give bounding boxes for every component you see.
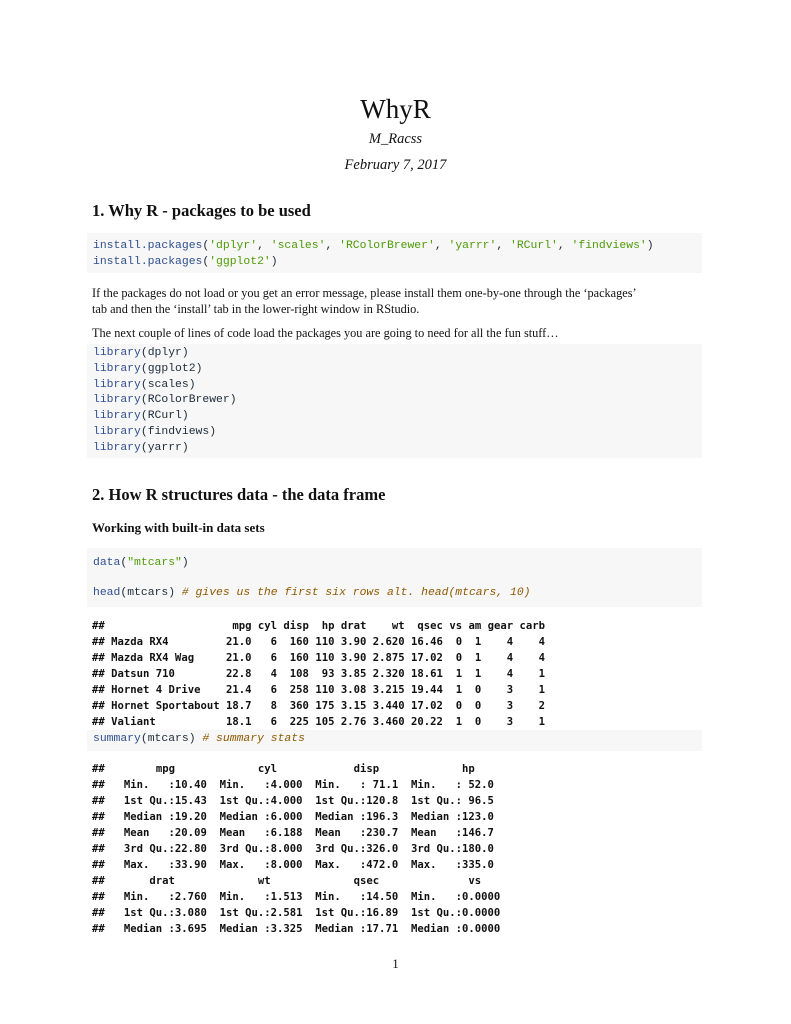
row-name: Datsun 710 — [111, 668, 220, 680]
string-arg: 'scales' — [270, 240, 326, 252]
function-name: library — [93, 441, 141, 454]
summary-header-row — [92, 873, 519, 889]
column-header: wt — [391, 620, 405, 632]
table-cell: 1 — [538, 716, 546, 728]
summary-row — [92, 889, 519, 905]
table-cell: 18.1 — [225, 716, 252, 728]
head-output — [92, 618, 545, 730]
output-prefix: ## — [92, 620, 105, 632]
summary-cell: Min. : 71.1 — [315, 779, 399, 791]
table-cell: 18.7 — [225, 700, 252, 712]
table-cell: 21.0 — [225, 652, 252, 664]
package-name: RCurl — [147, 410, 182, 423]
summary-cell: 3rd Qu.:22.80 — [123, 843, 207, 855]
paragraph-line: If the packages do not load or you get an error message, please install them one-by-one through the ‘packages’ — [92, 286, 637, 300]
output-prefix: ## — [92, 907, 105, 919]
table-cell: 110 — [315, 636, 335, 648]
summary-column-header: cyl — [257, 763, 278, 775]
summary-cell: Max. :33.90 — [123, 859, 207, 871]
row-name: Mazda RX4 Wag — [111, 652, 220, 664]
code-line: library(findviews) — [93, 425, 217, 438]
summary-output — [92, 761, 519, 937]
output-prefix: ## — [92, 716, 105, 728]
row-name: Mazda RX4 — [111, 636, 220, 648]
code-line: library(RColorBrewer) — [93, 394, 237, 407]
output-prefix: ## — [92, 859, 105, 871]
table-cell: 0 — [474, 684, 482, 696]
table-cell: 105 — [315, 716, 335, 728]
column-header: am — [468, 620, 482, 632]
table-cell: 3 — [506, 684, 514, 696]
function-name: install.packages — [93, 240, 203, 252]
summary-cell: Median :6.000 — [219, 811, 303, 823]
code-line: library(RCurl) — [93, 410, 189, 423]
summary-row — [92, 905, 519, 921]
function-name: library — [93, 362, 141, 375]
summary-row — [92, 857, 519, 873]
row-name: Hornet Sportabout — [111, 700, 220, 712]
table-cell: 17.02 — [411, 700, 443, 712]
package-name: scales — [147, 378, 189, 391]
summary-cell: Mean :146.7 — [410, 827, 494, 839]
table-cell: 0 — [455, 652, 463, 664]
table-cell: 20.22 — [411, 716, 443, 728]
column-header: drat — [340, 620, 367, 632]
string-arg: 'RColorBrewer' — [339, 240, 435, 252]
table-cell: 0 — [455, 700, 463, 712]
paragraph-line: tab and then the ‘install’ tab in the lower-right window in RStudio. — [92, 302, 420, 316]
summary-cell: 3rd Qu.:326.0 — [315, 843, 399, 855]
summary-row — [92, 841, 519, 857]
function-name: library — [93, 394, 141, 407]
table-cell: 110 — [315, 652, 335, 664]
output-prefix: ## — [92, 811, 105, 823]
table-cell: 1 — [474, 636, 482, 648]
table-cell: 2 — [538, 700, 546, 712]
table-cell: 3.460 — [372, 716, 405, 728]
summary-row — [92, 793, 519, 809]
string-arg: 'ggplot2' — [209, 255, 271, 268]
table-cell: 3.15 — [340, 700, 367, 712]
summary-cell: 1st Qu.:16.89 — [315, 907, 399, 919]
table-cell: 110 — [315, 684, 335, 696]
summary-cell: Median :196.3 — [315, 811, 399, 823]
code-line: library(scales) — [93, 378, 196, 391]
summary-cell: Median :3.695 — [123, 923, 207, 935]
section-2-heading: 2. How R structures data - the data frame — [92, 485, 386, 504]
table-cell: 0 — [474, 716, 482, 728]
summary-column-header: hp — [462, 763, 475, 775]
table-cell: 175 — [315, 700, 335, 712]
table-cell: 1 — [474, 652, 482, 664]
column-header: mpg — [232, 620, 252, 632]
function-name: install.packages — [93, 255, 203, 268]
table-row — [92, 650, 545, 666]
summary-code-block — [87, 730, 702, 751]
function-name: data — [93, 557, 121, 569]
install-code-block — [87, 233, 702, 273]
output-prefix: ## — [92, 636, 105, 648]
summary-call-line: summary(mtcars) # summary stats — [93, 733, 305, 745]
table-cell: 0 — [474, 700, 482, 712]
install-instructions-paragraph — [92, 285, 704, 317]
function-name: summary — [93, 733, 141, 745]
document-title: WhyR — [360, 94, 431, 124]
data-head-code-block — [87, 548, 702, 607]
summary-row — [92, 921, 519, 937]
table-cell: 1 — [455, 668, 463, 680]
code-comment: # gives us the first six rows alt. head(mtcars, 10) — [181, 587, 531, 599]
table-cell: 17.02 — [411, 652, 443, 664]
separator: , — [434, 240, 449, 252]
output-prefix: ## — [92, 923, 105, 935]
function-name: library — [93, 378, 141, 391]
summary-cell: Min. :14.50 — [315, 891, 399, 903]
summary-row — [92, 777, 519, 793]
output-prefix: ## — [92, 875, 105, 887]
head-call-line: head(mtcars) # gives us the first six rows alt. head(mtcars, 10) — [93, 587, 531, 599]
arg: mtcars — [127, 587, 169, 599]
table-row — [92, 682, 545, 698]
library-code-block — [87, 344, 702, 458]
table-cell: 3.215 — [372, 684, 405, 696]
summary-column-header: vs — [468, 875, 482, 887]
output-prefix: ## — [92, 684, 105, 696]
summary-cell: Median :0.0000 — [410, 923, 501, 935]
table-cell: 18.61 — [411, 668, 443, 680]
data-call-line: data("mtcars") — [93, 557, 189, 569]
summary-cell: Max. :472.0 — [315, 859, 399, 871]
table-cell: 21.0 — [225, 636, 252, 648]
table-cell: 19.44 — [411, 684, 443, 696]
summary-cell: 1st Qu.: 96.5 — [410, 795, 494, 807]
code-line: install.packages('dplyr', 'scales', 'RColorBrewer', 'yarrr', 'RCurl', 'findviews') — [93, 240, 654, 252]
output-prefix: ## — [92, 779, 105, 791]
summary-cell: 1st Qu.:120.8 — [315, 795, 399, 807]
summary-cell: Max. :8.000 — [219, 859, 303, 871]
summary-column-header: disp — [353, 763, 380, 775]
summary-cell: 3rd Qu.:8.000 — [219, 843, 303, 855]
summary-cell: 1st Qu.:0.0000 — [410, 907, 501, 919]
string-arg: 'findviews' — [571, 240, 647, 252]
column-header: hp — [321, 620, 335, 632]
summary-cell: Max. :335.0 — [410, 859, 494, 871]
package-name: dplyr — [147, 347, 182, 359]
summary-cell: 1st Qu.:15.43 — [123, 795, 207, 807]
separator: , — [496, 240, 511, 252]
table-cell: 8 — [270, 700, 278, 712]
table-cell: 1 — [474, 668, 482, 680]
table-cell: 2.76 — [340, 716, 367, 728]
package-name: findviews — [147, 425, 210, 438]
table-header-row — [92, 618, 545, 634]
package-name: yarrr — [147, 441, 182, 454]
table-cell: 225 — [289, 716, 309, 728]
table-cell: 1 — [538, 668, 546, 680]
summary-cell: Min. :2.760 — [123, 891, 207, 903]
summary-cell: 3rd Qu.:180.0 — [410, 843, 494, 855]
summary-cell: Median :17.71 — [315, 923, 399, 935]
function-name: library — [93, 410, 141, 423]
table-cell: 4 — [506, 652, 514, 664]
summary-row — [92, 809, 519, 825]
summary-cell: 1st Qu.:4.000 — [219, 795, 303, 807]
summary-column-header: qsec — [353, 875, 380, 887]
string-arg: 'yarrr' — [448, 240, 497, 252]
table-cell: 6 — [270, 652, 278, 664]
table-cell: 21.4 — [225, 684, 252, 696]
table-cell: 1 — [538, 684, 546, 696]
row-name: Valiant — [111, 716, 220, 728]
table-cell: 3.90 — [340, 636, 367, 648]
summary-cell: Min. :1.513 — [219, 891, 303, 903]
output-prefix: ## — [92, 891, 105, 903]
table-cell: 0 — [455, 636, 463, 648]
column-header: qsec — [417, 620, 443, 632]
summary-cell: Median :19.20 — [123, 811, 207, 823]
table-cell: 4 — [538, 636, 546, 648]
install-code — [87, 233, 702, 271]
output-prefix: ## — [92, 700, 105, 712]
page-number: 1 — [392, 957, 399, 971]
summary-cell: Median :123.0 — [410, 811, 494, 823]
table-cell: 1 — [455, 716, 463, 728]
string-arg: 'dplyr' — [209, 240, 258, 252]
table-cell: 2.875 — [372, 652, 405, 664]
separator: , — [325, 240, 340, 252]
summary-cell: Mean :230.7 — [315, 827, 399, 839]
table-cell: 3.08 — [340, 684, 367, 696]
code-line: library(ggplot2) — [93, 362, 203, 375]
package-name: ggplot2 — [147, 362, 196, 375]
table-cell: 93 — [321, 668, 335, 680]
table-cell: 3.85 — [340, 668, 367, 680]
output-prefix: ## — [92, 827, 105, 839]
library-intro-paragraph: The next couple of lines of code load the packages you are going to need for all the fun stuff… — [92, 326, 559, 340]
summary-cell: Min. :4.000 — [219, 779, 303, 791]
summary-column-header: drat — [149, 875, 175, 887]
column-header: cyl — [257, 620, 278, 632]
table-cell: 3 — [506, 716, 514, 728]
table-row — [92, 714, 545, 730]
table-cell: 3.440 — [372, 700, 405, 712]
summary-cell: Mean :20.09 — [123, 827, 207, 839]
table-cell: 2.620 — [372, 636, 405, 648]
summary-cell: Min. :0.0000 — [410, 891, 501, 903]
output-prefix: ## — [92, 795, 105, 807]
document-author: M_Racss — [368, 131, 423, 147]
table-cell: 108 — [289, 668, 309, 680]
function-name: head — [93, 587, 121, 599]
table-cell: 360 — [289, 700, 309, 712]
separator: , — [557, 240, 572, 252]
summary-cell: 1st Qu.:2.581 — [219, 907, 303, 919]
table-cell: 2.320 — [372, 668, 405, 680]
table-cell: 4 — [506, 668, 514, 680]
summary-cell: Median :3.325 — [219, 923, 303, 935]
library-code — [87, 344, 702, 457]
column-header: carb — [519, 620, 546, 632]
string-arg: "mtcars" — [127, 557, 182, 569]
column-header: vs — [449, 620, 463, 632]
table-row — [92, 634, 545, 650]
summary-cell: Min. : 52.0 — [410, 779, 494, 791]
summary-row — [92, 825, 519, 841]
output-prefix: ## — [92, 668, 105, 680]
column-header: gear — [487, 620, 514, 632]
arg: mtcars — [147, 733, 189, 745]
table-cell: 6 — [270, 716, 278, 728]
code-line: install.packages('ggplot2') — [93, 255, 278, 268]
summary-header-row — [92, 761, 519, 777]
section-1-heading: 1. Why R - packages to be used — [92, 201, 311, 220]
table-row — [92, 666, 545, 682]
table-cell: 6 — [270, 684, 278, 696]
output-prefix: ## — [92, 652, 105, 664]
summary-cell: Mean :6.188 — [219, 827, 303, 839]
table-row — [92, 698, 545, 714]
output-prefix: ## — [92, 763, 105, 775]
row-name: Hornet 4 Drive — [111, 684, 220, 696]
table-cell: 1 — [455, 684, 463, 696]
table-cell: 258 — [289, 684, 309, 696]
table-cell: 4 — [270, 668, 278, 680]
document-date: February 7, 2017 — [344, 157, 447, 173]
separator: , — [257, 240, 271, 252]
table-cell: 3.90 — [340, 652, 367, 664]
table-cell: 160 — [289, 652, 309, 664]
table-cell: 160 — [289, 636, 309, 648]
code-line: library(dplyr) — [93, 347, 189, 359]
table-cell: 3 — [506, 700, 514, 712]
column-header: disp — [283, 620, 309, 632]
function-name: library — [93, 347, 141, 359]
table-cell: 4 — [538, 652, 546, 664]
code-line: library(yarrr) — [93, 441, 189, 454]
summary-column-header: mpg — [155, 763, 175, 775]
subsection-heading: Working with built-in data sets — [92, 520, 265, 535]
package-name: RColorBrewer — [147, 394, 230, 407]
string-arg: 'RCurl' — [510, 240, 558, 252]
function-name: library — [93, 425, 141, 438]
output-prefix: ## — [92, 843, 105, 855]
summary-cell: Min. :10.40 — [123, 779, 207, 791]
summary-cell: 1st Qu.:3.080 — [123, 907, 207, 919]
table-cell: 4 — [506, 636, 514, 648]
table-cell: 22.8 — [225, 668, 252, 680]
table-cell: 6 — [270, 636, 278, 648]
summary-column-header: wt — [257, 875, 271, 887]
table-cell: 16.46 — [411, 636, 443, 648]
code-comment: # summary stats — [202, 733, 305, 745]
